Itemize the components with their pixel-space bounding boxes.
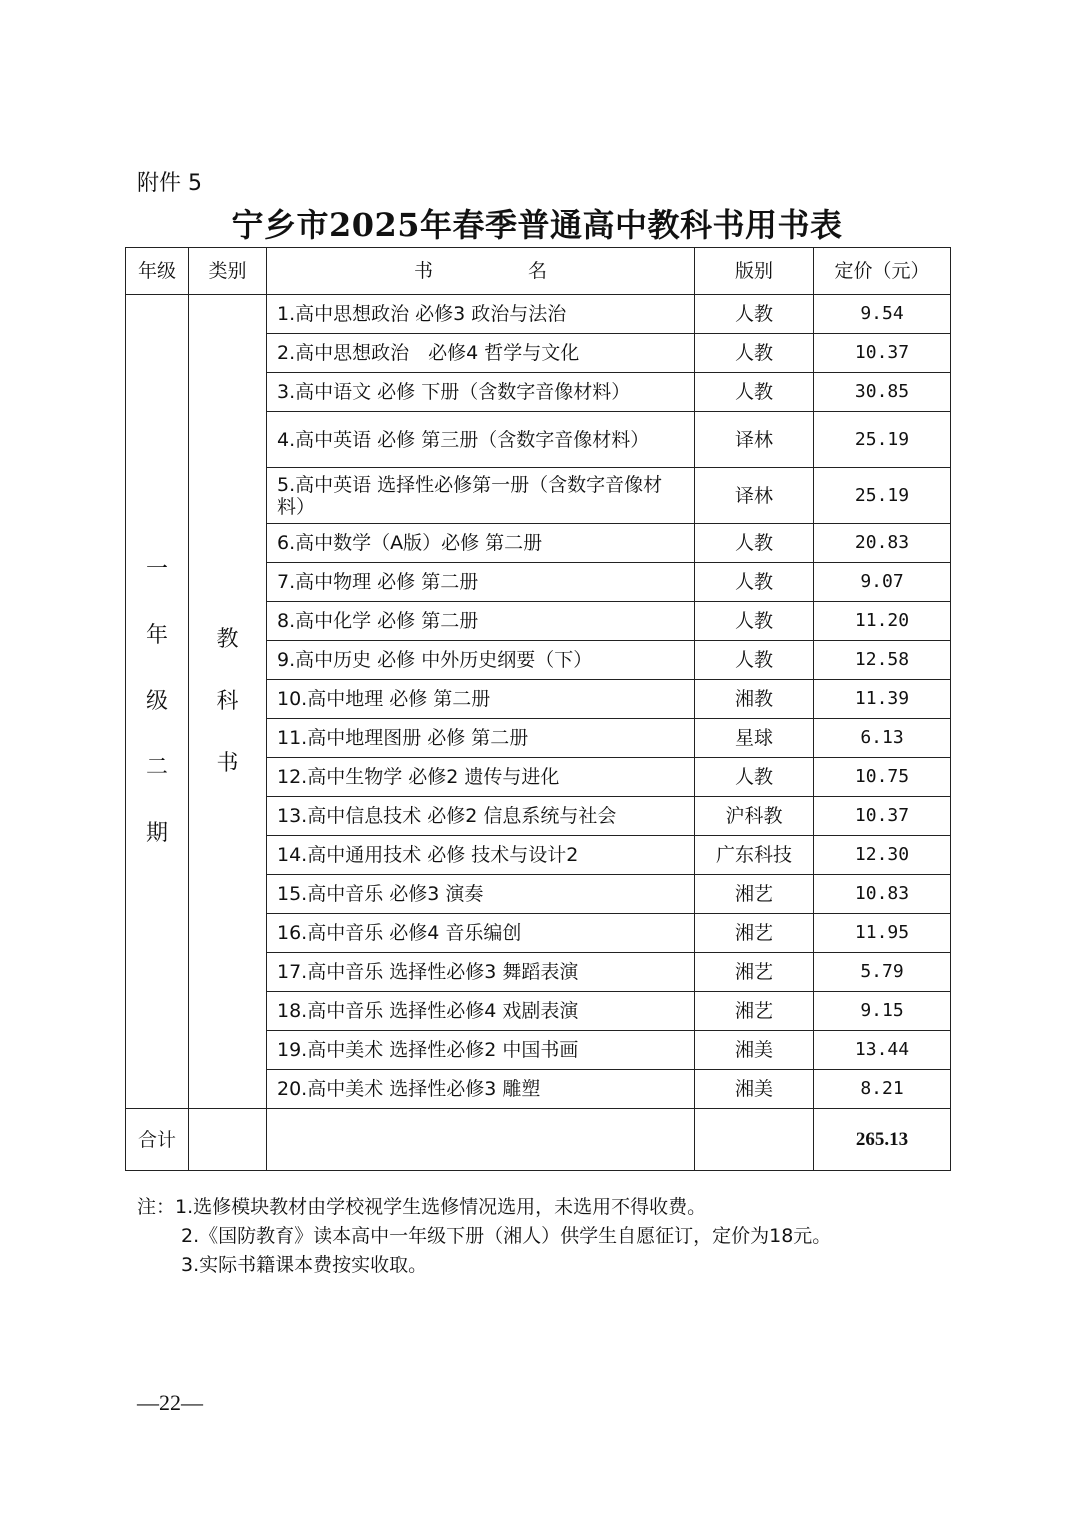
publisher-cell: 译林 (695, 468, 814, 524)
price-cell: 10.83 (814, 875, 951, 914)
price-cell: 11.95 (814, 914, 951, 953)
book-name-cell: 14.高中通用技术 必修 技术与设计2 (267, 836, 695, 875)
category-cell (189, 295, 267, 1109)
category-char: 科 (216, 688, 239, 714)
book-name-cell: 8.高中化学 必修 第二册 (267, 602, 695, 641)
grade-char: 一 (145, 556, 168, 582)
note-line-2: 2.《国防教育》读本高中一年级下册（湘人）供学生自愿征订，定价为18元。 (181, 1225, 832, 1247)
publisher-cell: 湘艺 (695, 875, 814, 914)
publisher-cell: 人教 (695, 641, 814, 680)
publisher-cell: 译林 (695, 412, 814, 468)
book-name-cell: 2.高中思想政治 必修4 哲学与文化 (267, 334, 695, 373)
price-cell: 11.20 (814, 602, 951, 641)
textbook-table (125, 247, 951, 1171)
price-cell: 10.37 (814, 797, 951, 836)
total-row (126, 1109, 951, 1171)
note-line-3: 3.实际书籍课本费按实收取。 (181, 1254, 428, 1276)
publisher-cell: 湘教 (695, 680, 814, 719)
price-cell: 9.15 (814, 992, 951, 1031)
price-cell: 25.19 (814, 468, 951, 524)
price-cell: 9.07 (814, 563, 951, 602)
page-number: —22— (137, 1390, 203, 1415)
total-empty-cell (189, 1109, 267, 1171)
grade-cell (126, 295, 189, 1109)
price-cell: 12.30 (814, 836, 951, 875)
book-name-cell: 18.高中音乐 选择性必修4 戏剧表演 (267, 992, 695, 1031)
grade-char: 年 (145, 622, 168, 648)
book-name-cell: 6.高中数学（A版）必修 第二册 (267, 524, 695, 563)
publisher-cell: 人教 (695, 602, 814, 641)
total-empty-cell (267, 1109, 695, 1171)
price-cell: 6.13 (814, 719, 951, 758)
header-publisher: 版别 (695, 248, 814, 295)
book-name-cell: 9.高中历史 必修 中外历史纲要（下） (267, 641, 695, 680)
grade-char: 级 (145, 688, 168, 714)
grade-char: 二 (145, 754, 168, 780)
book-name-cell: 7.高中物理 必修 第二册 (267, 563, 695, 602)
book-name-cell: 13.高中信息技术 必修2 信息系统与社会 (267, 797, 695, 836)
publisher-cell: 广东科技 (695, 836, 814, 875)
header-price: 定价（元） (814, 248, 951, 295)
price-cell: 13.44 (814, 1031, 951, 1070)
publisher-cell: 人教 (695, 758, 814, 797)
price-cell: 5.79 (814, 953, 951, 992)
book-name-cell: 15.高中音乐 必修3 演奏 (267, 875, 695, 914)
total-label: 合计 (126, 1109, 189, 1171)
publisher-cell: 沪科教 (695, 797, 814, 836)
publisher-cell: 人教 (695, 524, 814, 563)
book-name-cell: 1.高中思想政治 必修3 政治与法治 (267, 295, 695, 334)
price-cell: 10.75 (814, 758, 951, 797)
price-cell: 30.85 (814, 373, 951, 412)
book-name-cell: 5.高中英语 选择性必修第一册（含数字音像材料） (267, 468, 695, 524)
publisher-cell: 湘艺 (695, 914, 814, 953)
price-cell: 10.37 (814, 334, 951, 373)
price-cell: 20.83 (814, 524, 951, 563)
total-empty-cell (695, 1109, 814, 1171)
price-cell: 25.19 (814, 412, 951, 468)
book-name-cell: 10.高中地理 必修 第二册 (267, 680, 695, 719)
book-name-cell: 11.高中地理图册 必修 第二册 (267, 719, 695, 758)
attachment-label: 附件 5 (137, 171, 202, 196)
category-char: 教 (216, 626, 239, 652)
book-name-cell: 12.高中生物学 必修2 遗传与进化 (267, 758, 695, 797)
header-book-name: 书 名 (267, 248, 695, 295)
table-header-row (126, 248, 951, 295)
publisher-cell: 人教 (695, 334, 814, 373)
book-name-cell: 16.高中音乐 必修4 音乐编创 (267, 914, 695, 953)
publisher-cell: 湘艺 (695, 953, 814, 992)
grade-char: 期 (145, 820, 168, 846)
price-cell: 11.39 (814, 680, 951, 719)
publisher-cell: 湘美 (695, 1031, 814, 1070)
price-cell: 8.21 (814, 1070, 951, 1109)
price-cell: 12.58 (814, 641, 951, 680)
header-grade: 年级 (126, 248, 189, 295)
table-row (126, 295, 951, 334)
book-name-cell: 20.高中美术 选择性必修3 雕塑 (267, 1070, 695, 1109)
publisher-cell: 人教 (695, 563, 814, 602)
category-char: 书 (216, 750, 239, 776)
notes-section (137, 1193, 831, 1280)
publisher-cell: 星球 (695, 719, 814, 758)
note-line-1: 注：1.选修模块教材由学校视学生选修情况选用，未选用不得收费。 (137, 1196, 707, 1218)
price-cell: 9.54 (814, 295, 951, 334)
total-value: 265.13 (814, 1109, 951, 1171)
book-name-cell: 19.高中美术 选择性必修2 中国书画 (267, 1031, 695, 1070)
publisher-cell: 人教 (695, 373, 814, 412)
publisher-cell: 湘美 (695, 1070, 814, 1109)
book-name-cell: 17.高中音乐 选择性必修3 舞蹈表演 (267, 953, 695, 992)
publisher-cell: 人教 (695, 295, 814, 334)
header-category: 类别 (189, 248, 267, 295)
book-name-cell: 3.高中语文 必修 下册（含数字音像材料） (267, 373, 695, 412)
document-title: 宁乡市2025年春季普通高中教科书用书表 (231, 206, 843, 244)
book-name-cell: 4.高中英语 必修 第三册（含数字音像材料） (267, 412, 695, 468)
publisher-cell: 湘艺 (695, 992, 814, 1031)
